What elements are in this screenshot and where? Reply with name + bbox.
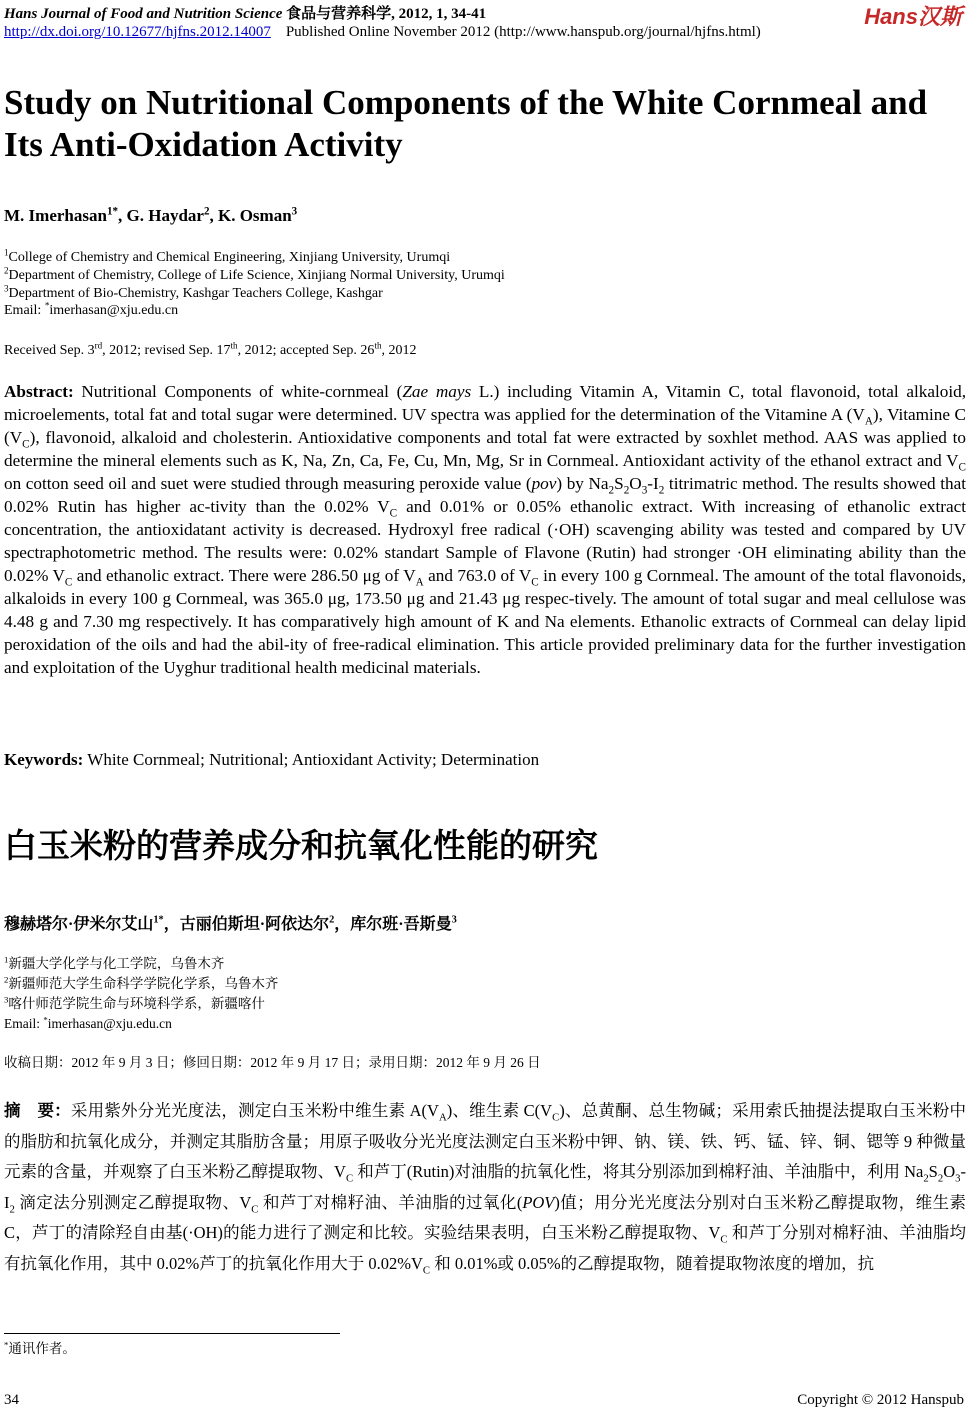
- journal-name-cn: 食品与营养科学: [286, 6, 392, 22]
- email-address-cn[interactable]: imerhasan@xju.edu.cn: [47, 1016, 172, 1031]
- abstract-label-en: Abstract:: [4, 382, 74, 401]
- affiliation-en-2: $^2$Department of Chemistry, College of Life Science, Xinjiang Normal University, Urumqi: [4, 265, 505, 283]
- keywords-label: Keywords:: [4, 750, 84, 769]
- abstract-cn: 摘 要：采用紫外分光光度法，测定白玉米粉中维生素 $A(V_A)$、维生素 $C(V_C)$、总黄酮、总生物碱；采用索氏抽提法提取白玉米粉中的脂肪和抗氧化成分，并测定其脂肪含量；用原子吸收分光光度法测定白玉米粉中钾、钠、镁、铁、钙、锰、锌、铜、锶等 9 种微量元素的含量，并观察了白玉米粉乙醇提取物、$V_C$ 和芦丁(Rutin)对油脂的抗氧化性，将其分别添加到棉籽油、羊油脂中，利用 $Na_2S_2O_3-I_2$ 滴定法分别测定乙醇提取物、$V_C$ 和芦丁对棉籽油、羊油脂的过氧化(POV)值；用分光光度法分别对白玉米粉乙醇提取物，维生素 C，芦丁的清除羟自由基(·OH)的能力进行了测定和比较。实验结果表明，白玉米粉乙醇提取物、$V_C$ 和芦丁分别对棉籽油、羊油脂均有抗氧化作用，其中 0.02%芦丁的抗氧化作用大于 $0.02\%V_C$ 和 0.01%或 0.05%的乙醇提取物，随着提取物浓度的增加，抗: [4, 1101, 967, 1276]
- author-3: K. Osman: [217, 206, 292, 225]
- email-cn: Email: *imerhasan@xju.edu.cn: [4, 1014, 172, 1031]
- abstract-en: Abstract: Nutritional Components of white-cornmeal (Zae mays L.) including Vitamin A, Vitamin C, total flavonoid, total alkaloid, microelements, total fat and total sugar were determined. UV spectra was applied for the determination of the Vitamine A $(V_A)$, Vitamine C $(V_C)$, flavonoid, alkaloid and cholesterin. Antioxidative components and total fat were extracted by soxhlet method. AAS was applied to determine the mineral elements such as K, Na, Zn, Ca, Fe, Cu, Mn, Mg, Sr in Cornmeal. Antioxidant activity of the ethanol extract and $V_C$ on cotton seed oil and suet were studied through measuring peroxide value (pov) by $Na_2S_2O_3-I_2$ titrimatric method. The results showed that 0.02% Rutin has higher ac-tivity than the 0.02% $V_C$ and 0.01% or 0.05% ethanolic extract. With increasing of ethanolic extract concentration, the antioxidatant activity is decreased. Hydroxyl free radical (·OH) scavenging ability was tested and compared by UV spectraphotometric method. The results were: 0.02% standart Sample of Flavone (Rutin) had stronger ·OH eliminating ability than the 0.02% $V_C$ and ethanolic extract. There were 286.50 μg of $V_A$ and 763.0 of $V_C$ in every 100 g Cornmeal. The amount of the total flavonoids, alkaloids in every 100 g Cornmeal, was 365.0 μg, 173.50 μg and 21.43 μg respec-tively. The amount of total sugar and meal cellulose was 4.48 g and 7.30 mg respectively. It has comparatively high amount of K and Na elements. Ethanolic extracts of Cornmeal can delay lipid peroxidation of the oils and had the abil-ity of free-radical elimination. This article provided preliminary data for the further investigation and exploitation of the Uyghur traditional health medicinal materials.: [4, 382, 967, 677]
- author-1-mark: 1*: [106, 205, 118, 218]
- affiliation-en-1: $^1$College of Chemistry and Chemical Engineering, Xinjiang University, Urumqi: [4, 247, 451, 265]
- journal-name-en: Hans Journal of Food and Nutrition Science: [4, 6, 283, 22]
- published-online: Published Online November 2012 (http://www.hanspub.org/journal/hjfns.html): [285, 24, 761, 40]
- dates-en: Received Sep. 3rd, 2012; revised Sep. 17th, 2012; accepted Sep. 26th, 2012: [4, 340, 417, 358]
- author-3-mark: 3: [291, 205, 298, 218]
- email-en: Email: *imerhasan@xju.edu.cn: [4, 300, 179, 318]
- author-2-mark: 2: [203, 205, 210, 218]
- author-2: G. Haydar: [126, 206, 204, 225]
- doi-link[interactable]: http://dx.doi.org/10.12677/hjfns.2012.14007: [4, 24, 271, 40]
- journal-volume: , 2012, 1, 34-41: [391, 6, 487, 22]
- authors-cn: 穆赫塔尔·伊米尔艾山$^{1*}$，古丽伯斯坦·阿依达尔$^2$，库尔班·吾斯曼$^3$: [4, 914, 457, 933]
- authors-en: M. Imerhasan$^{1*}$, G. Haydar$^2$, K. Osman$^3$: [4, 205, 298, 225]
- paper-title-en: Study on Nutritional Components of the White Cornmeal and Its Anti-Oxidation Activity: [4, 83, 928, 164]
- page-number: 34: [4, 1392, 19, 1408]
- affiliation-cn-2: $^2$新疆师范大学生命科学学院化学系，乌鲁木齐: [4, 974, 279, 991]
- affiliation-cn-1: $^1$新疆大学化学与化工学院，乌鲁木齐: [4, 954, 225, 971]
- hans-logo: Hans汉斯: [864, 4, 962, 29]
- footnote: *通讯作者。: [4, 1339, 76, 1356]
- affiliation-en-3: $^3$Department of Bio-Chemistry, Kashgar Teachers College, Kashgar: [4, 283, 383, 301]
- dates-cn: 收稿日期：2012 年 9 月 3 日；修回日期：2012 年 9 月 17 日；录用日期：2012 年 9 月 26 日: [4, 1055, 541, 1070]
- copyright: Copyright © 2012 Hanspub: [797, 1392, 964, 1408]
- keywords-en: Keywords: White Cornmeal; Nutritional; Antioxidant Activity; Determination: [4, 750, 540, 769]
- journal-header: [4, 2, 486, 23]
- author-1: M. Imerhasan: [4, 206, 107, 225]
- footnote-divider: [4, 1333, 340, 1334]
- abstract-label-cn: 摘 要：: [4, 1101, 71, 1120]
- affiliation-cn-3: $^3$喀什师范学院生命与环境科学系，新疆喀什: [4, 994, 265, 1011]
- email-address-en[interactable]: imerhasan@xju.edu.cn: [49, 303, 179, 318]
- doi-line: [4, 24, 761, 41]
- paper-title-cn: 白玉米粉的营养成分和抗氧化性能的研究: [4, 826, 598, 865]
